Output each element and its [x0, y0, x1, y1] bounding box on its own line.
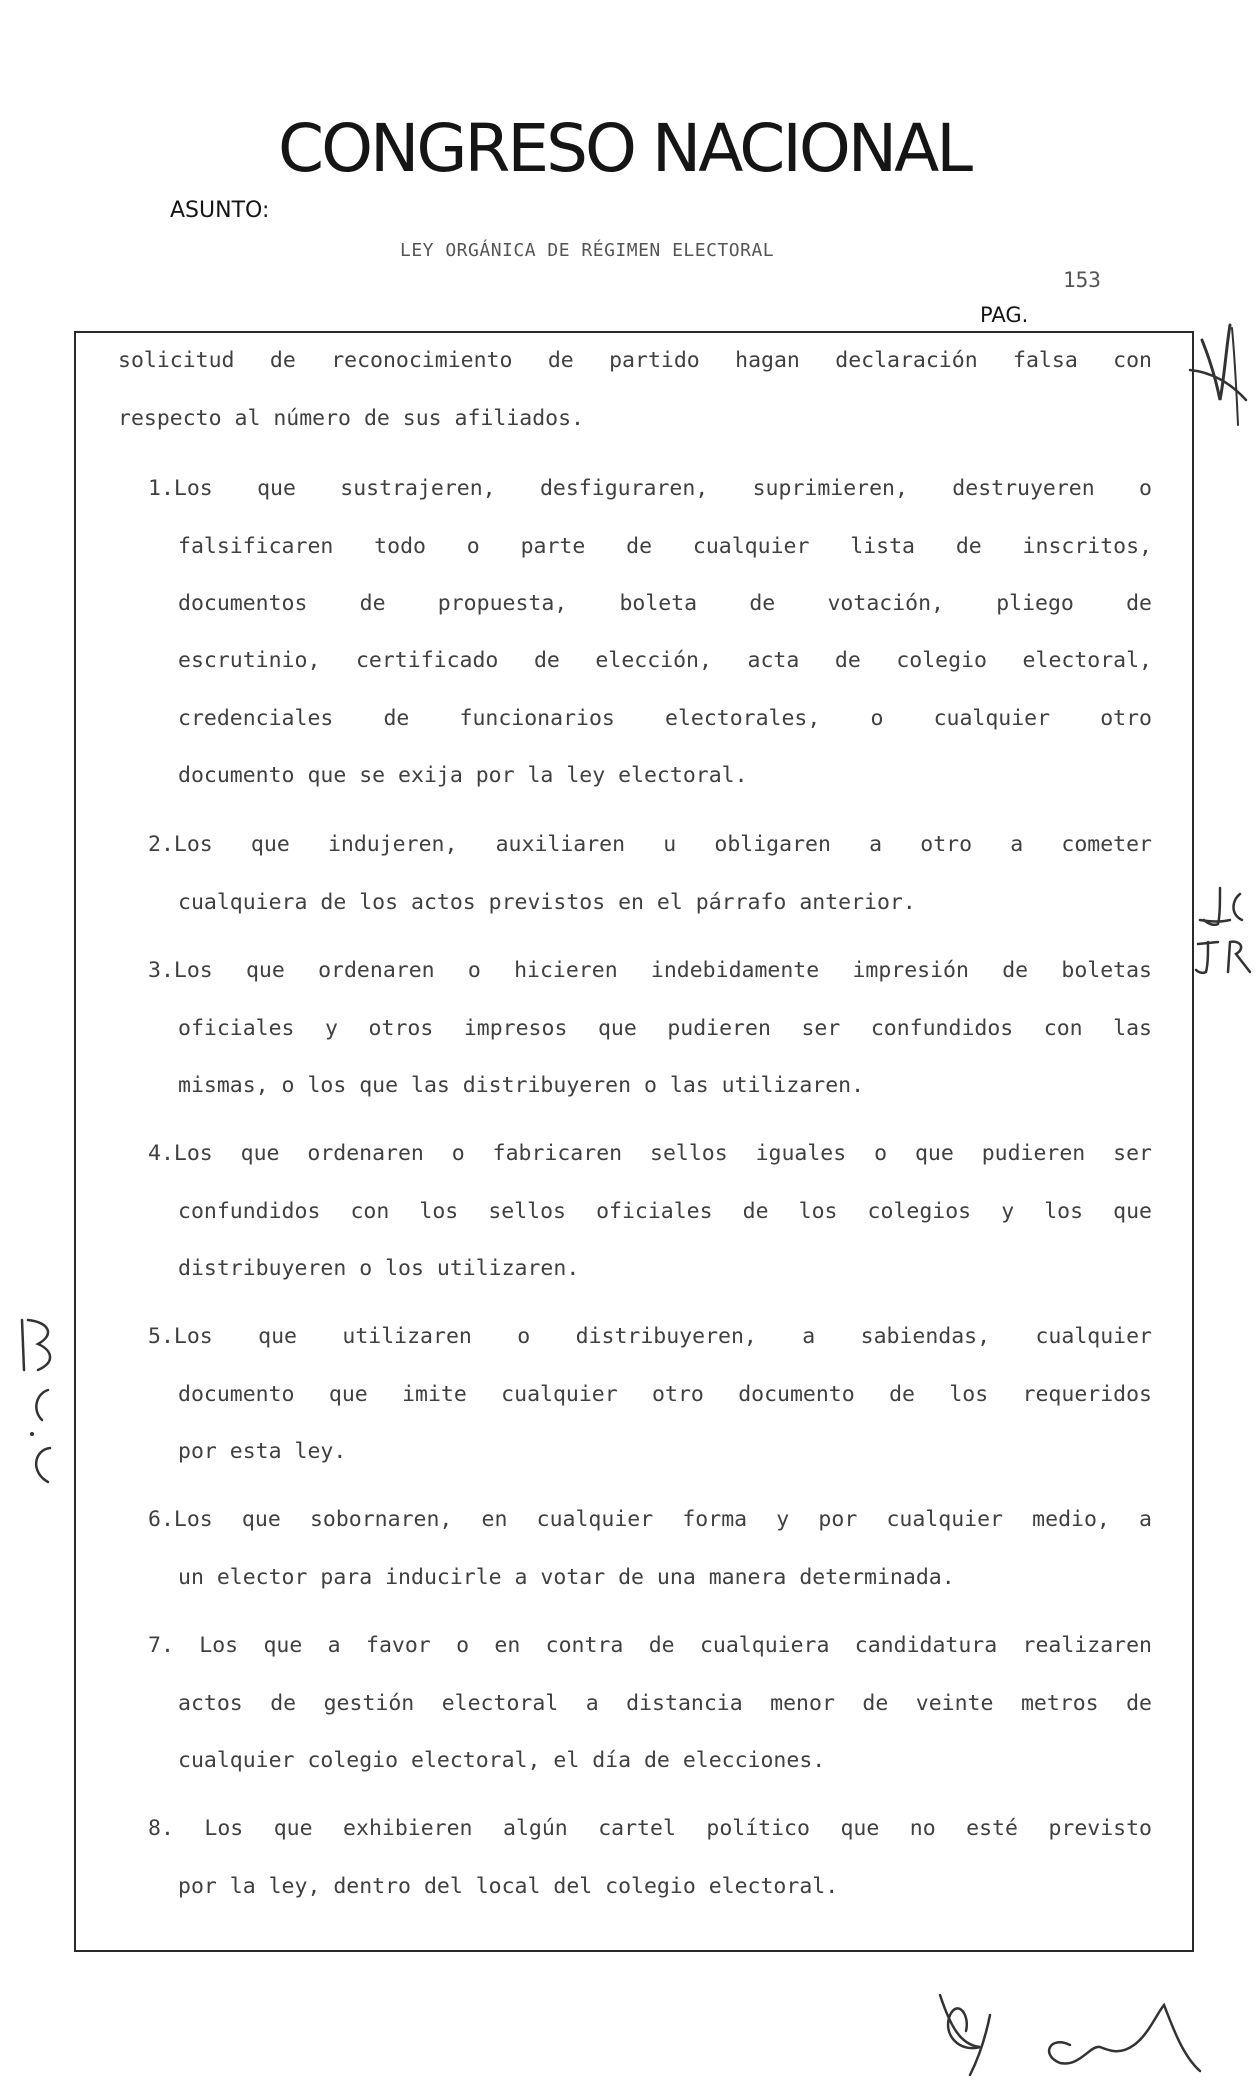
item-1-line-1: 1.Los que sustrajeren, desfiguraren, suprimieren, destruyeren o	[148, 476, 1152, 501]
item-8-line-1: 8. Los que exhibieren algún cartel político que no esté previsto	[148, 1816, 1152, 1841]
item-4-line-1: 4.Los que ordenaren o fabricaren sellos iguales o que pudieren ser	[148, 1141, 1152, 1166]
handwritten-margin-initials	[1192, 880, 1258, 990]
item-6-line-2: un elector para inducirle a votar de una manera determinada.	[178, 1565, 955, 1590]
item-1-line-3: documentos de propuesta, boleta de votación, pliego de	[178, 591, 1152, 616]
item-1-line-6: documento que se exija por la ley electoral.	[178, 763, 748, 788]
document-subject: LEY ORGÁNICA DE RÉGIMEN ELECTORAL	[400, 240, 775, 261]
item-3-line-2: oficiales y otros impresos que pudieren ser confundidos con las	[178, 1016, 1152, 1041]
item-5-line-2: documento que imite cualquier otro documento de los requeridos	[178, 1382, 1152, 1407]
item-4-line-2: confundidos con los sellos oficiales de los colegios y los que	[178, 1199, 1152, 1224]
item-5-line-1: 5.Los que utilizaren o distribuyeren, a sabiendas, cualquier	[148, 1324, 1152, 1349]
asunto-label: ASUNTO:	[170, 198, 270, 223]
item-5-line-3: por esta ley.	[178, 1439, 347, 1464]
item-1-line-2: falsificaren todo o parte de cualquier lista de inscritos,	[178, 534, 1152, 559]
page-title: CONGRESO NACIONAL	[278, 110, 971, 187]
handwritten-check-mark	[1180, 300, 1250, 430]
intro-line-2: respecto al número de sus afiliados.	[118, 406, 584, 431]
item-3-line-3: mismas, o los que las distribuyeren o las utilizaren.	[178, 1073, 865, 1098]
handwritten-left-margin-initials	[8, 1310, 68, 1490]
item-6-line-1: 6.Los que sobornaren, en cualquier forma y por cualquier medio, a	[148, 1507, 1152, 1532]
item-7-line-1: 7. Los que a favor o en contra de cualquiera candidatura realizaren	[148, 1633, 1152, 1658]
handwritten-signature	[920, 1975, 1240, 2085]
intro-line-1: solicitud de reconocimiento de partido hagan declaración falsa con	[118, 348, 1152, 373]
item-2-line-2: cualquiera de los actos previstos en el párrafo anterior.	[178, 890, 916, 915]
item-7-line-3: cualquier colegio electoral, el día de elecciones.	[178, 1748, 826, 1773]
item-1-line-4: escrutinio, certificado de elección, acta de colegio electoral,	[178, 648, 1152, 673]
item-7-line-2: actos de gestión electoral a distancia menor de veinte metros de	[178, 1691, 1152, 1716]
item-4-line-3: distribuyeren o los utilizaren.	[178, 1256, 580, 1281]
page-number: 153	[1063, 268, 1101, 292]
pag-label: PAG.	[980, 303, 1029, 327]
item-8-line-2: por la ley, dentro del local del colegio electoral.	[178, 1874, 839, 1899]
item-3-line-1: 3.Los que ordenaren o hicieren indebidamente impresión de boletas	[148, 958, 1152, 983]
item-1-line-5: credenciales de funcionarios electorales, o cualquier otro	[178, 706, 1152, 731]
item-2-line-1: 2.Los que indujeren, auxiliaren u obligaren a otro a cometer	[148, 832, 1152, 857]
